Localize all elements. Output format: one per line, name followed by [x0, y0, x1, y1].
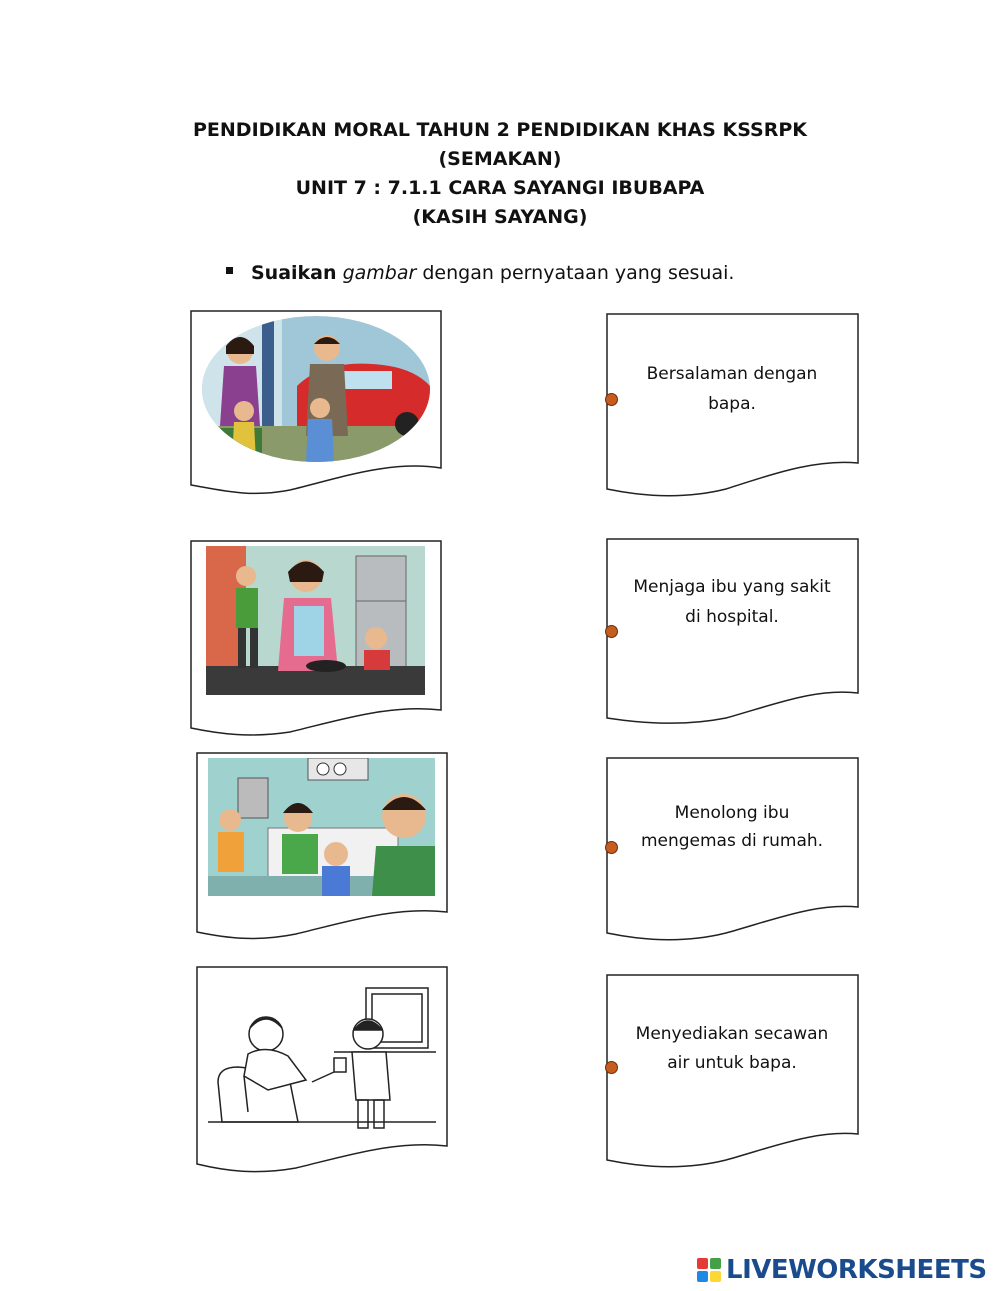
title-line-4: (KASIH SAYANG)	[412, 206, 588, 228]
statement-text	[620, 572, 844, 632]
statement-text	[626, 359, 838, 419]
picture-card-2	[190, 540, 442, 740]
logo-text: LIVEWORKSHEETS	[726, 1255, 987, 1285]
match-dot[interactable]	[605, 625, 618, 638]
statement-line: Menyediakan secawan	[635, 1024, 829, 1044]
statement-line: Menjaga ibu yang sakit	[633, 577, 831, 597]
hospital-visit-picture	[208, 758, 435, 896]
title-line-3: UNIT 7 : 7.1.1 CARA SAYANGI IBUBAPA	[295, 177, 705, 199]
statement-card-3	[606, 757, 860, 947]
statement-card-2	[606, 538, 860, 728]
instruction-bold: Suaikan	[251, 262, 337, 284]
picture-card-1	[190, 310, 442, 495]
statement-card-4	[606, 974, 860, 1174]
picture-card-3	[196, 752, 448, 944]
instruction-rest: dengan pernyataan yang sesuai.	[422, 262, 735, 284]
instruction-italic: gambar	[342, 262, 417, 284]
statement-card-1	[606, 313, 860, 503]
statement-line: Bersalaman dengan	[646, 364, 818, 384]
match-dot[interactable]	[605, 393, 618, 406]
statement-line: mengemas di rumah.	[640, 831, 824, 851]
statement-line: bapa.	[708, 394, 756, 414]
instruction	[226, 262, 734, 284]
liveworksheets-logo[interactable]	[697, 1255, 987, 1285]
picture-card-4	[196, 966, 448, 1176]
bullet-icon	[226, 267, 233, 274]
helping-mother-kitchen-picture	[206, 546, 425, 695]
match-dot[interactable]	[605, 841, 618, 854]
title-line-1: PENDIDIKAN MORAL TAHUN 2 PENDIDIKAN KHAS KSSRPK	[193, 119, 807, 141]
statement-line: Menolong ibu	[674, 803, 790, 823]
statement-line: air untuk bapa.	[667, 1053, 797, 1073]
statement-line: di hospital.	[685, 607, 779, 627]
statement-text	[620, 1020, 844, 1078]
logo-squares-icon	[697, 1258, 721, 1282]
match-dot[interactable]	[605, 1061, 618, 1074]
family-car-picture	[202, 316, 430, 462]
title-line-2: (SEMAKAN)	[438, 148, 562, 170]
serving-water-father-picture	[208, 972, 436, 1132]
worksheet-title	[0, 116, 1000, 232]
card-frame	[606, 538, 860, 728]
statement-text	[626, 799, 838, 855]
